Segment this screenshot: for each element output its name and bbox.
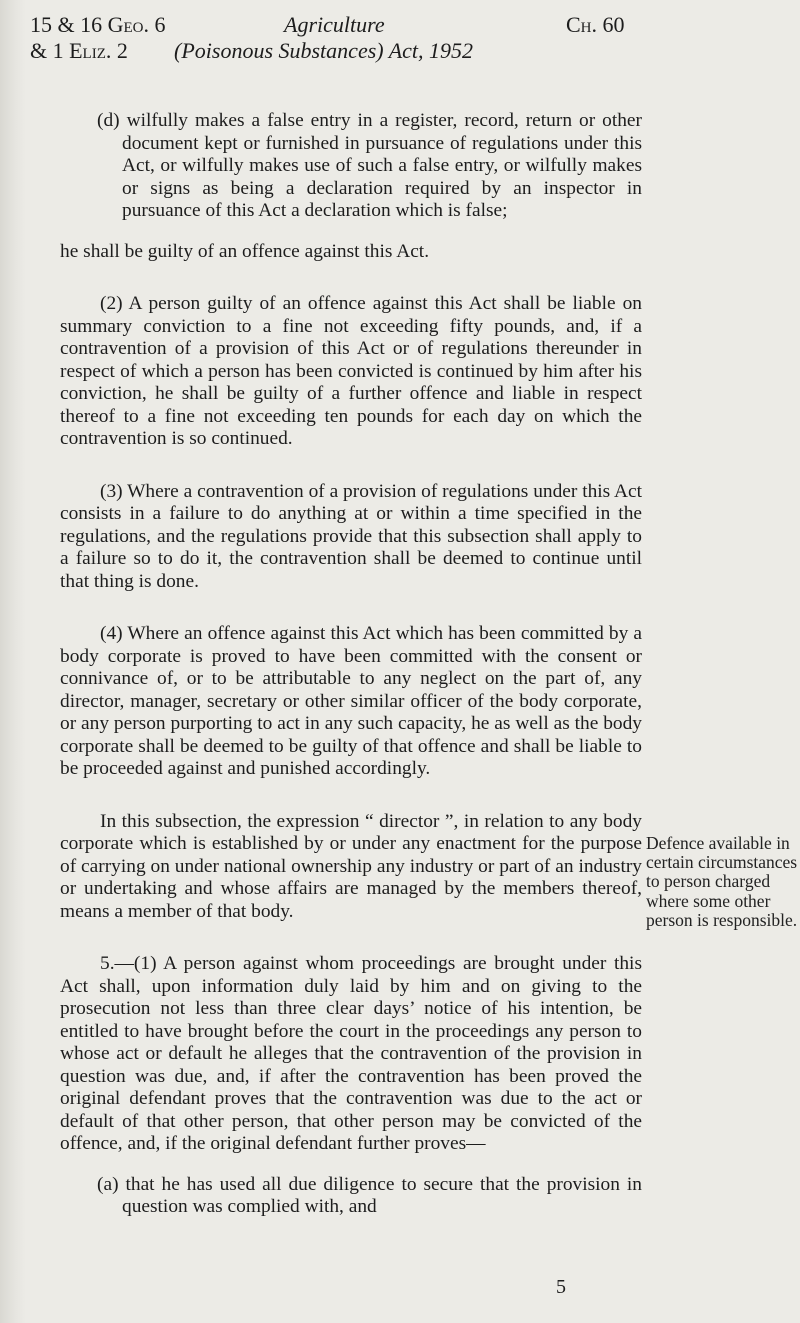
paragraph-d: (d) wilfully makes a false entry in a register, record, return or other document kept or furnished in pursuance of regulations under this Act, or wilfully makes use of such a false entry, or wilfully makes or signs as being a declaration required by an inspector in pursuance of this Act a declaration which is false; xyxy=(97,110,642,221)
page-binding-edge xyxy=(0,0,26,1323)
act-citation-line1: 15 & 16 Geo. 6 xyxy=(30,12,166,37)
section-5-subsection-1: 5.—(1) A person against whom proceedings are brought under this Act shall, upon information duly laid by him and on giving to the prosecution not less than three clear days’ notice of his intention, be entitled to have brought before the court in the proceedings any person to whose act or default he alleges that the contravention of the provision in question was due, and, if after the contravention has been proved the original defendant proves that the contravention was due to the act or default of that other person, that other person may be convicted of the offence, and, if the original defendant further proves— xyxy=(60,953,642,1154)
act-title: (Poisonous Substances) Act, 1952 xyxy=(174,38,474,63)
margin-note: Defence available in certain circumstances to person charged where some other person is responsible. xyxy=(646,833,798,930)
paragraph-a: (a) that he has used all due diligence to secure that the provision in question was complied with, and xyxy=(97,1173,642,1217)
chapter-number: Ch. 60 xyxy=(566,12,625,37)
page-header xyxy=(30,12,670,64)
paragraph-guilty: he shall be guilty of an offence against this Act. xyxy=(60,240,430,262)
signature-mark: 5 xyxy=(556,1276,566,1298)
subsection-4-definition: In this subsection, the expression “ director ”, in relation to any body corporate which is established by or under any enactment for the purpose of carrying on under national ownership any industry or part of an industry or undertaking and whose affairs are managed by the members thereof, means a member of that body. xyxy=(60,810,642,922)
page-body xyxy=(60,110,642,1219)
subsection-4: (4) Where an offence against this Act which has been committed by a body corporate is proved to have been committed with the consent or connivance of, or to be attributable to any neglect on the part of, any director, manager, secretary or other similar officer of the body corporate, or any person purporting to act in any such capacity, he as well as the body corporate shall be deemed to be guilty of that offence and shall be liable to be proceeded against and punished accordingly. xyxy=(60,623,642,779)
subsection-3: (3) Where a contravention of a provision of regulations under this Act consists in a failure to do anything at or within a time specified in the regulations, and the regulations provide that this subsection shall apply to a failure so to do it, the contravention shall be deemed to continue until that thing is done. xyxy=(60,480,642,592)
act-citation-line2: & 1 Eliz. 2 xyxy=(30,38,128,63)
act-subject: Agriculture xyxy=(284,12,385,37)
subsection-2: (2) A person guilty of an offence against this Act shall be liable on summary conviction to a fine not exceeding fifty pounds, and, if a contravention of a provision of this Act or of regulations thereunder in respect of which a person has been convicted is continued by him after his conviction, he shall be guilty of a further offence and liable in respect thereof to a fine not exceeding ten pounds for each day on which the contravention is so continued. xyxy=(60,293,642,449)
